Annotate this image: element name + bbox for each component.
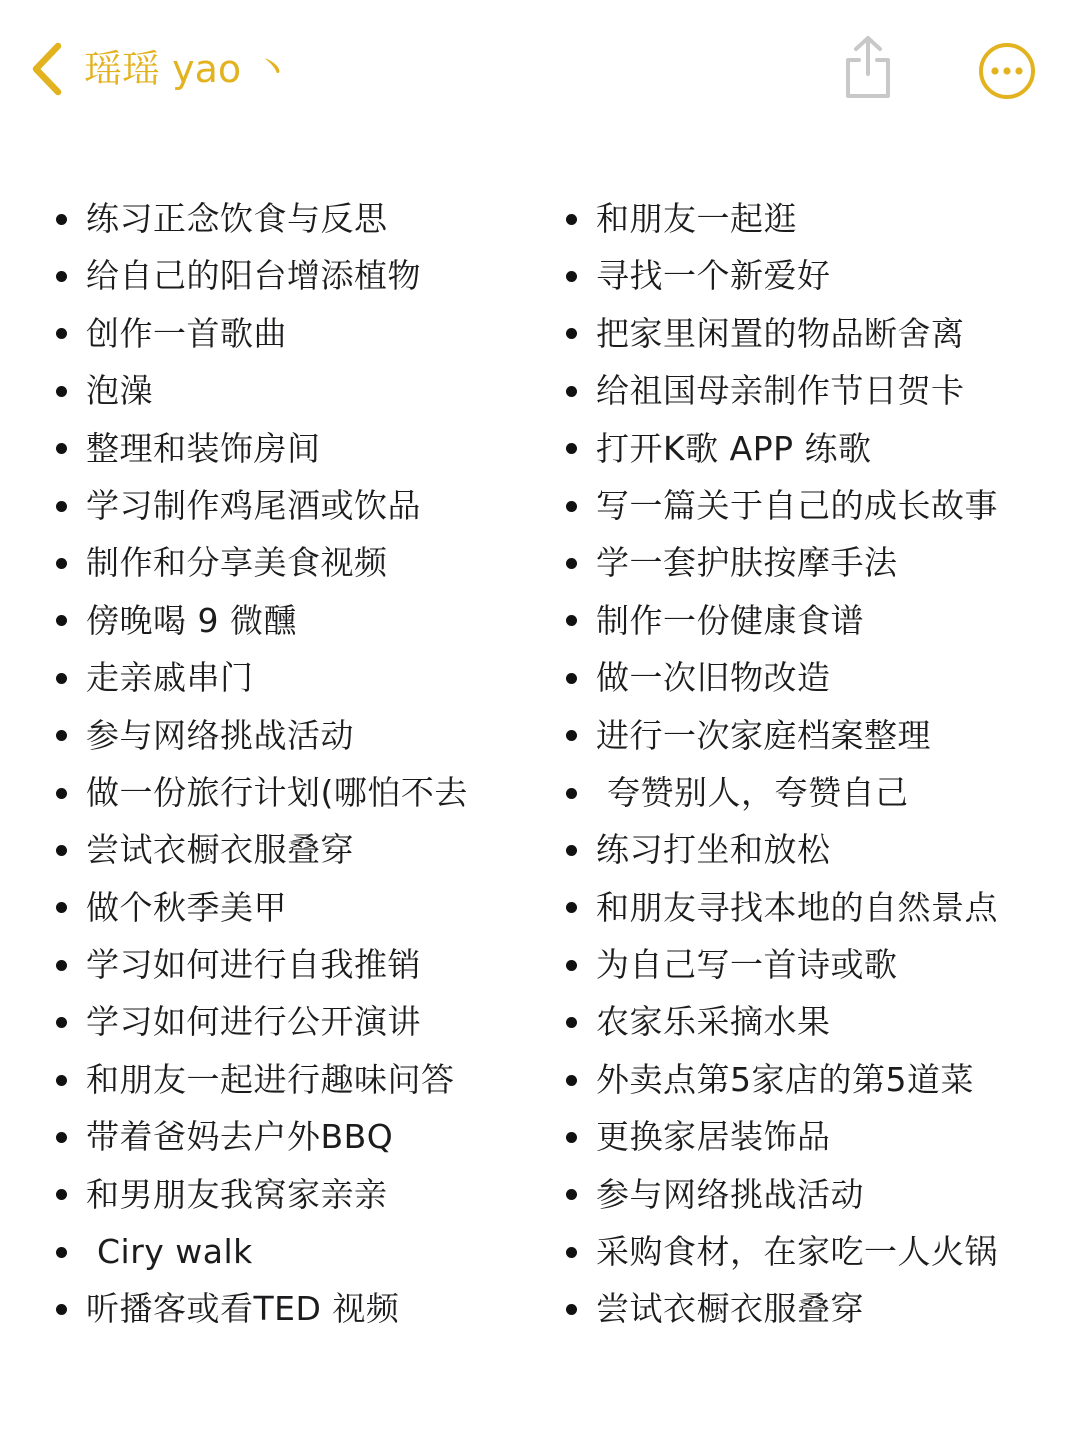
list-item-text: 为自己写一首诗或歌 (596, 945, 898, 985)
bullet-icon (566, 328, 577, 339)
bullet-icon (566, 443, 577, 454)
bullet-icon (566, 730, 577, 741)
list-item-text: 创作一首歌曲 (86, 313, 287, 353)
list-item-text: 傍晚喝 9 微醺 (86, 600, 297, 640)
bullet-icon (566, 1017, 577, 1028)
list-item (562, 534, 1062, 591)
list-item (562, 1108, 1062, 1165)
list-item (52, 1166, 522, 1223)
list-item (52, 936, 522, 993)
list-item-text: 农家乐采摘水果 (596, 1002, 831, 1042)
bullet-icon (56, 960, 67, 971)
list-item-text: Ciry walk (86, 1232, 253, 1272)
list-item (52, 362, 522, 419)
list-item-text: 做一份旅行计划(哪怕不去 (86, 772, 468, 812)
list-item (52, 1223, 522, 1280)
bullet-icon (56, 1247, 67, 1258)
bullet-icon (566, 214, 577, 225)
list-item-text: 学习如何进行自我推销 (86, 945, 421, 985)
list-item-text: 采购食材，在家吃一人火锅 (596, 1232, 998, 1272)
bullet-icon (56, 501, 67, 512)
list-item-text: 整理和装饰房间 (86, 428, 321, 468)
list-item (52, 534, 522, 591)
list-item (562, 1051, 1062, 1108)
bullet-icon (56, 788, 67, 799)
bullet-icon (566, 271, 577, 282)
bullet-icon (566, 1304, 577, 1315)
bullet-icon (566, 788, 577, 799)
bullet-icon (566, 1189, 577, 1200)
list-item (562, 1166, 1062, 1223)
back-title: 瑶瑶 yao 丶 (84, 47, 292, 91)
bullet-icon (56, 328, 67, 339)
list-item (52, 764, 522, 821)
bullet-icon (566, 902, 577, 913)
list-item (52, 420, 522, 477)
list-item-text: 学习制作鸡尾酒或饮品 (86, 485, 421, 525)
bullet-icon (566, 558, 577, 569)
chevron-left-icon (28, 40, 66, 98)
bullet-icon (56, 1017, 67, 1028)
list-item (562, 879, 1062, 936)
list-item (52, 1051, 522, 1108)
list-item-text: 和朋友一起进行趣味问答 (86, 1059, 455, 1099)
bullet-icon (566, 1075, 577, 1086)
bullet-icon (566, 845, 577, 856)
bullet-icon (566, 960, 577, 971)
list-item-text: 走亲戚串门 (86, 658, 254, 698)
list-item (52, 305, 522, 362)
bullet-icon (56, 1189, 67, 1200)
bullet-icon (56, 845, 67, 856)
list-item (52, 993, 522, 1050)
list-item (52, 879, 522, 936)
bullet-icon (56, 1075, 67, 1086)
list-item (562, 707, 1062, 764)
bullet-icon (566, 501, 577, 512)
list-item (562, 936, 1062, 993)
list-item-text: 和朋友一起逛 (596, 199, 797, 238)
bullet-icon (566, 386, 577, 397)
bullet-icon (566, 673, 577, 684)
list-item-text: 学一套护肤按摩手法 (596, 543, 898, 583)
note-body[interactable] (0, 190, 1080, 1350)
list-item-text: 带着爸妈去户外BBQ (86, 1117, 394, 1157)
list-item (562, 821, 1062, 878)
bullet-icon (56, 558, 67, 569)
list-item-text: 打开K歌 APP 练歌 (596, 428, 872, 468)
list-item (562, 305, 1062, 362)
bullet-icon (56, 902, 67, 913)
list-item (562, 1280, 1062, 1337)
list-item-text: 给祖国母亲制作节日贺卡 (596, 371, 965, 411)
bullet-icon (56, 1132, 67, 1143)
right-bullet-list (562, 190, 1062, 1338)
list-item (52, 190, 522, 247)
list-item (52, 649, 522, 706)
list-item-text: 做个秋季美甲 (86, 887, 287, 927)
list-item (562, 362, 1062, 419)
left-bullet-list (52, 190, 522, 1338)
list-item-text: 参与网络挑战活动 (86, 715, 354, 755)
list-item-text: 更换家居装饰品 (596, 1117, 831, 1157)
list-item-text: 泡澡 (86, 371, 153, 411)
list-item-text: 尝试衣橱衣服叠穿 (86, 830, 354, 870)
list-item (52, 821, 522, 878)
list-item-text: 听播客或看TED 视频 (86, 1289, 400, 1329)
list-item-text: 写一篇关于自己的成长故事 (596, 485, 998, 525)
list-item-text: 和男朋友我窝家亲亲 (86, 1174, 388, 1214)
more-icon[interactable] (978, 42, 1036, 100)
list-item-text: 进行一次家庭档案整理 (596, 715, 931, 755)
list-item (562, 190, 1062, 247)
list-item (562, 993, 1062, 1050)
list-item-text: 练习打坐和放松 (596, 830, 831, 870)
list-item (562, 247, 1062, 304)
bullet-icon (56, 673, 67, 684)
bullet-icon (56, 214, 67, 225)
list-item (562, 477, 1062, 534)
list-item (52, 1280, 522, 1337)
list-item (562, 420, 1062, 477)
bullet-icon (56, 615, 67, 626)
bullet-icon (566, 1247, 577, 1258)
list-item-text: 尝试衣橱衣服叠穿 (596, 1289, 864, 1329)
navigation-bar (0, 0, 1080, 140)
list-item-text: 参与网络挑战活动 (596, 1174, 864, 1214)
bullet-icon (56, 730, 67, 741)
list-item (562, 592, 1062, 649)
bullet-icon (56, 386, 67, 397)
bullet-icon (56, 271, 67, 282)
list-item (52, 1108, 522, 1165)
list-item-text: 外卖点第5家店的第5道菜 (596, 1059, 974, 1099)
list-item-text: 制作和分享美食视频 (86, 543, 388, 583)
list-item (52, 247, 522, 304)
list-item-text: 寻找一个新爱好 (596, 256, 831, 296)
share-icon[interactable] (838, 34, 898, 104)
bullet-icon (566, 615, 577, 626)
list-item-text: 做一次旧物改造 (596, 658, 831, 698)
list-item (562, 1223, 1062, 1280)
list-item (52, 592, 522, 649)
list-item (52, 477, 522, 534)
list-item-text: 制作一份健康食谱 (596, 600, 864, 640)
list-item-text: 学习如何进行公开演讲 (86, 1002, 421, 1042)
bullet-icon (56, 443, 67, 454)
list-item-text: 夸赞别人，夸赞自己 (596, 772, 909, 812)
list-item-text: 给自己的阳台增添植物 (86, 256, 421, 296)
list-item-text: 和朋友寻找本地的自然景点 (596, 887, 998, 927)
bullet-icon (56, 1304, 67, 1315)
list-item (562, 649, 1062, 706)
back-button[interactable] (28, 40, 291, 98)
list-item (52, 707, 522, 764)
list-item-text: 练习正念饮食与反思 (86, 199, 388, 238)
list-item (562, 764, 1062, 821)
bullet-icon (566, 1132, 577, 1143)
list-item-text: 把家里闲置的物品断舍离 (596, 313, 965, 353)
